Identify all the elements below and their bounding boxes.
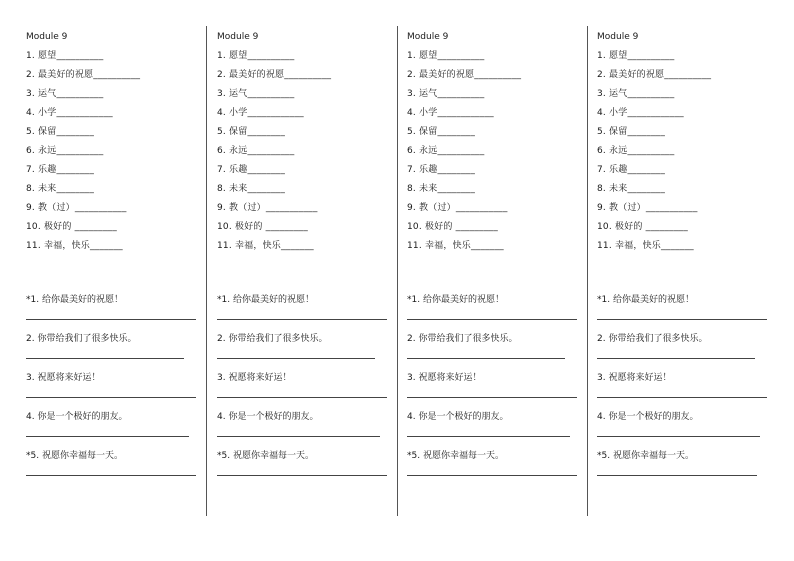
vocab-item: 2. 最美好的祝愿__________: [407, 70, 522, 80]
worksheet-column-4: [597, 31, 777, 461]
vocab-item: 5. 保留________: [217, 127, 286, 137]
sentence-prompt: *1. 给你最美好的祝愿！: [217, 295, 314, 305]
column-divider: [206, 26, 207, 516]
sentence-prompt: *5. 祝愿你幸福每一天。: [26, 451, 123, 461]
answer-line: [26, 397, 196, 398]
vocabulary-list: [26, 50, 206, 252]
vocab-item: 8. 未来________: [597, 184, 666, 194]
vocab-item: 2. 最美好的祝愿__________: [597, 70, 712, 80]
vocab-item: 7. 乐趣________: [26, 165, 95, 175]
vocab-item: 8. 未来________: [407, 184, 476, 194]
sentence-prompt: 3. 祝愿将来好运！: [217, 373, 292, 383]
vocab-item: 5. 保留________: [407, 127, 476, 137]
vocab-item: 4. 小学____________: [597, 108, 684, 118]
sentence-prompt: *5. 祝愿你幸福每一天。: [217, 451, 314, 461]
sentence-prompt: 3. 祝愿将来好运！: [597, 373, 672, 383]
answer-line: [217, 358, 375, 359]
vocabulary-list: [597, 50, 777, 252]
answer-line: [597, 358, 755, 359]
vocab-item: 3. 运气__________: [26, 89, 104, 99]
module-title: Module 9: [407, 32, 449, 42]
vocab-item: 1. 愿望__________: [407, 51, 485, 61]
vocab-item: 1. 愿望__________: [217, 51, 295, 61]
sentence-prompt: 4. 你是一个极好的朋友。: [26, 412, 128, 422]
answer-line: [217, 475, 387, 476]
vocab-item: 11. 幸福，快乐_______: [407, 241, 504, 251]
sentence-prompt: 2. 你带给我们了很多快乐。: [26, 334, 137, 344]
vocab-item: 10. 极好的 _________: [26, 222, 117, 232]
vocab-item: 1. 愿望__________: [26, 51, 104, 61]
answer-line: [217, 397, 387, 398]
sentence-list: [407, 294, 587, 489]
vocab-item: 7. 乐趣________: [407, 165, 476, 175]
vocab-item: 10. 极好的 _________: [217, 222, 308, 232]
answer-line: [217, 319, 387, 320]
sentence-prompt: *5. 祝愿你幸福每一天。: [407, 451, 504, 461]
vocabulary-list: [217, 50, 397, 252]
sentence-prompt: 4. 你是一个极好的朋友。: [217, 412, 319, 422]
vocab-item: 3. 运气__________: [217, 89, 295, 99]
vocab-item: 6. 永远__________: [407, 146, 485, 156]
sentence-list: [597, 294, 777, 489]
vocab-item: 8. 未来________: [217, 184, 286, 194]
sentence-prompt: 3. 祝愿将来好运！: [407, 373, 482, 383]
vocab-item: 9. 教（过）___________: [217, 203, 318, 213]
sentence-prompt: *5. 祝愿你幸福每一天。: [597, 451, 694, 461]
sentence-prompt: 4. 你是一个极好的朋友。: [597, 412, 699, 422]
vocab-item: 10. 极好的 _________: [407, 222, 498, 232]
vocab-item: 4. 小学____________: [217, 108, 304, 118]
worksheet-column-1: [26, 31, 206, 461]
answer-line: [407, 397, 577, 398]
worksheet-column-2: [217, 31, 397, 461]
vocab-item: 6. 永远__________: [597, 146, 675, 156]
vocab-item: 8. 未来________: [26, 184, 95, 194]
vocab-item: 5. 保留________: [26, 127, 95, 137]
vocab-item: 11. 幸福，快乐_______: [217, 241, 314, 251]
answer-line: [597, 475, 757, 476]
worksheet-column-3: [407, 31, 587, 461]
vocabulary-list: [407, 50, 587, 252]
vocab-item: 3. 运气__________: [597, 89, 675, 99]
vocab-item: 1. 愿望__________: [597, 51, 675, 61]
answer-line: [407, 319, 577, 320]
module-title: Module 9: [26, 32, 68, 42]
vocab-item: 2. 最美好的祝愿__________: [217, 70, 332, 80]
vocab-item: 9. 教（过）___________: [26, 203, 127, 213]
vocab-item: 3. 运气__________: [407, 89, 485, 99]
vocab-item: 7. 乐趣________: [597, 165, 666, 175]
sentence-list: [217, 294, 397, 489]
answer-line: [407, 436, 570, 437]
vocab-item: 7. 乐趣________: [217, 165, 286, 175]
answer-line: [26, 319, 196, 320]
vocab-item: 6. 永远__________: [26, 146, 104, 156]
sentence-prompt: 2. 你带给我们了很多快乐。: [217, 334, 328, 344]
vocab-item: 11. 幸福，快乐_______: [26, 241, 123, 251]
answer-line: [26, 475, 196, 476]
answer-line: [597, 397, 767, 398]
answer-line: [597, 319, 767, 320]
module-title: Module 9: [597, 32, 639, 42]
sentence-prompt: *1. 给你最美好的祝愿！: [26, 295, 123, 305]
vocab-item: 10. 极好的 _________: [597, 222, 688, 232]
answer-line: [26, 436, 189, 437]
sentence-prompt: 2. 你带给我们了很多快乐。: [407, 334, 518, 344]
sentence-prompt: 3. 祝愿将来好运！: [26, 373, 101, 383]
answer-line: [217, 436, 380, 437]
answer-line: [407, 358, 565, 359]
sentence-prompt: *1. 给你最美好的祝愿！: [597, 295, 694, 305]
vocab-item: 4. 小学____________: [407, 108, 494, 118]
vocab-item: 2. 最美好的祝愿__________: [26, 70, 141, 80]
sentence-prompt: 2. 你带给我们了很多快乐。: [597, 334, 708, 344]
answer-line: [597, 436, 760, 437]
module-title: Module 9: [217, 32, 259, 42]
answer-line: [407, 475, 577, 476]
vocab-item: 5. 保留________: [597, 127, 666, 137]
column-divider: [397, 26, 398, 516]
vocab-item: 4. 小学____________: [26, 108, 113, 118]
vocab-item: 11. 幸福，快乐_______: [597, 241, 694, 251]
column-divider: [587, 26, 588, 516]
vocab-item: 9. 教（过）___________: [597, 203, 698, 213]
sentence-prompt: 4. 你是一个极好的朋友。: [407, 412, 509, 422]
sentence-prompt: *1. 给你最美好的祝愿！: [407, 295, 504, 305]
answer-line: [26, 358, 184, 359]
vocab-item: 6. 永远__________: [217, 146, 295, 156]
vocab-item: 9. 教（过）___________: [407, 203, 508, 213]
sentence-list: [26, 294, 206, 489]
